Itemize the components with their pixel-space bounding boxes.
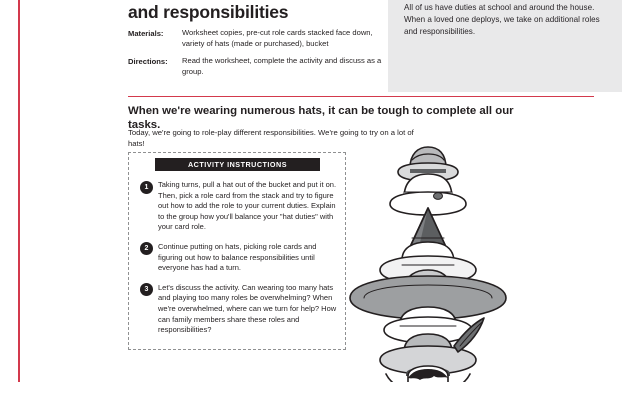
section-subline: Today, we're going to role-play different responsibilities. We're going to try on a lot of hats!: [128, 128, 414, 148]
left-red-rule: [18, 0, 20, 382]
step-number: 2: [140, 242, 153, 255]
red-divider: [128, 96, 594, 97]
materials-directions-block: [128, 28, 382, 84]
list-item: [140, 180, 338, 233]
page-bottom-margin: [0, 382, 622, 400]
list-item: [140, 242, 338, 274]
meta-label: Directions:: [128, 56, 168, 66]
meta-label: Materials:: [128, 28, 164, 38]
meta-row: [128, 28, 382, 49]
meta-value: Read the worksheet, complete the activity and discuss as a group.: [182, 56, 382, 76]
section-headline: When we're wearing numerous hats, it can be tough to complete all our tasks.: [128, 105, 514, 131]
illustration-child-wearing-stack-of-hats: [340, 138, 610, 400]
step-number: 1: [140, 181, 153, 194]
step-text: Taking turns, pull a hat out of the bucket and put it on. Then, pick a role card from the stack and try to figure out how to add the role to your current duties. Explain to the group how you'll balance your "hat duties" with your card role.: [158, 180, 337, 232]
step-text: Continue putting on hats, picking role cards and figuring out how to balance responsibilities until everyone has had a turn.: [158, 241, 317, 273]
page-title: and responsibilities: [128, 2, 289, 22]
step-text: Let's discuss the activity. Can wearing too many hats and playing too many roles be overwhelming? When we're overwhelmed, where can we turn for help? How can family members share these roles and responsibilities?: [158, 282, 337, 335]
meta-value: Worksheet copies, pre-cut role cards stacked face down, variety of hats (made or purchased), bucket: [182, 28, 373, 48]
activity-steps-list: [140, 180, 338, 345]
side-info-text: All of us have duties at school and around the house. When a loved one deploys, we take on additional roles and responsibilities.: [404, 3, 600, 37]
list-item: [140, 283, 338, 336]
meta-row: [128, 56, 382, 77]
activity-instructions-header: ACTIVITY INSTRUCTIONS: [155, 158, 320, 171]
step-number: 3: [140, 283, 153, 296]
